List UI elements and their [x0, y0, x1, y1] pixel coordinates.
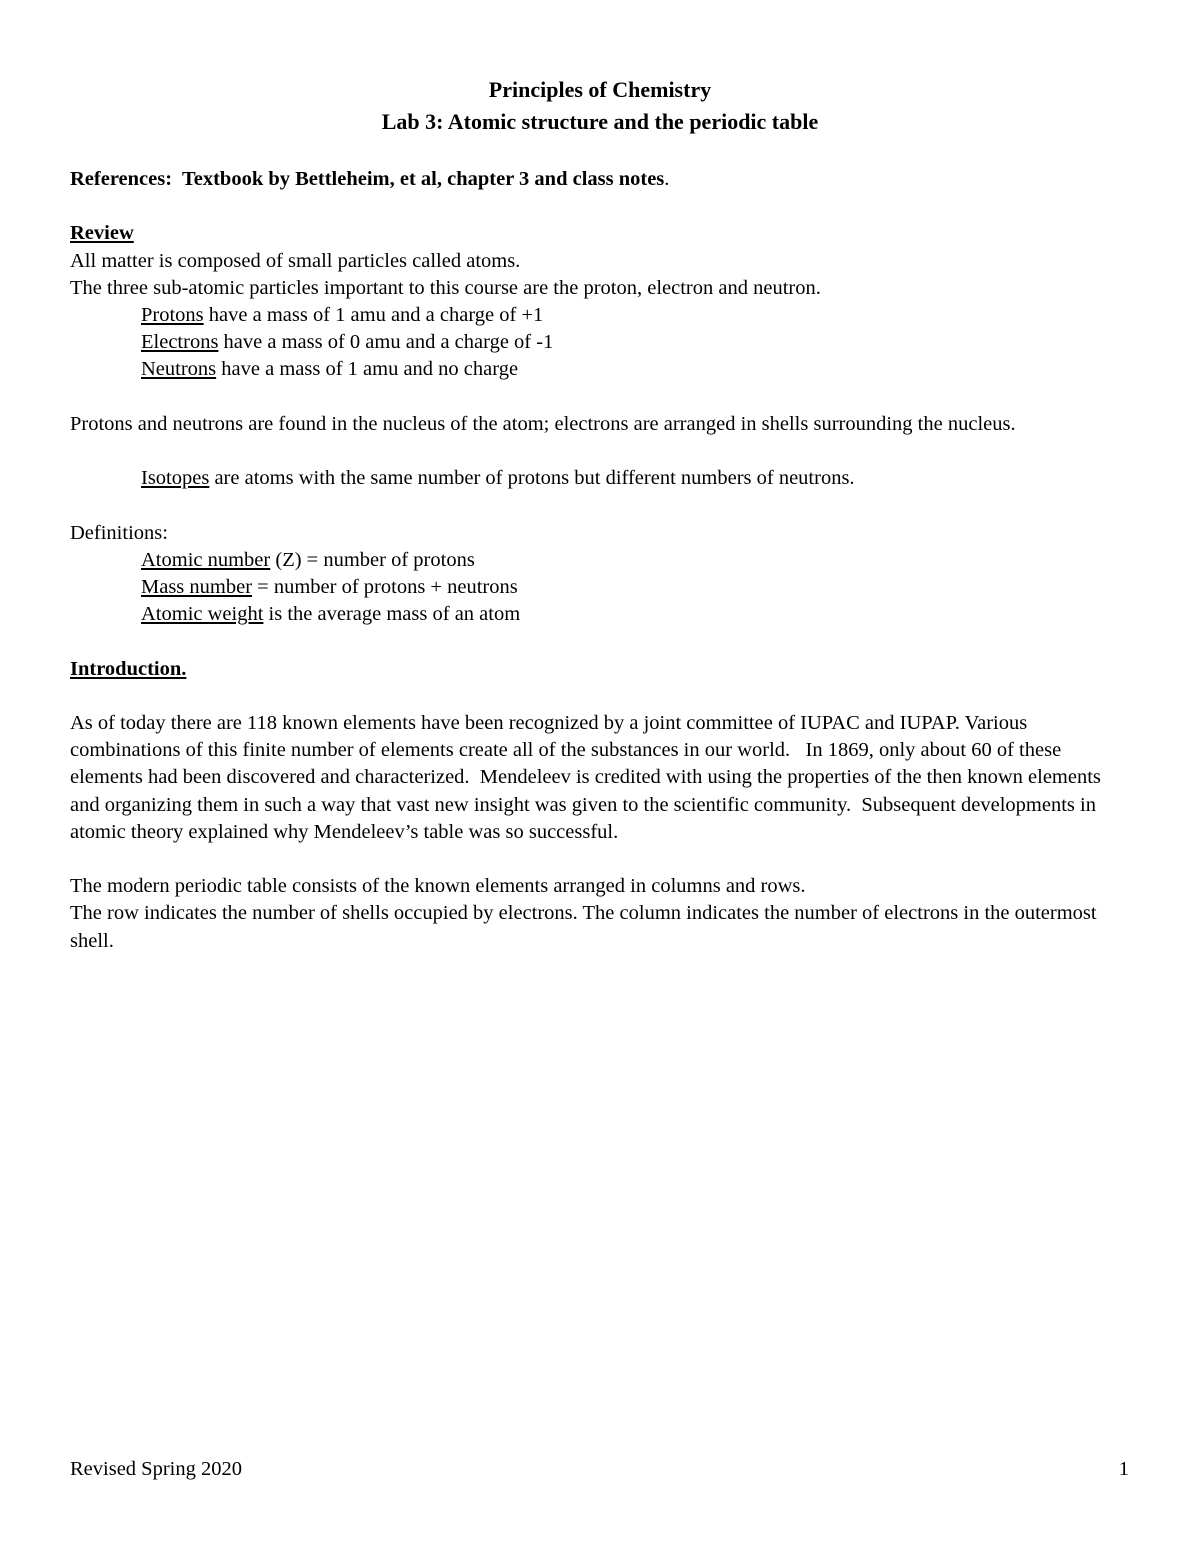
particle-neutrons	[70, 356, 1135, 383]
nucleus-paragraph: Protons and neutrons are found in the nucleus of the atom; electrons are arranged in shells surrounding the nucleus.	[70, 412, 1016, 435]
particle-electrons-desc: have a mass of 0 amu and a charge of -1	[218, 331, 554, 354]
introduction-paragraph-1: As of today there are 118 known elements have been recognized by a joint committee of IUPAC and IUPAP. Various combinations of this finite number of elements create all of the substances in our world. In 1869, only about 60 of these elements had been discovered and characterized. Mendeleev is credited with using the properties of the then known elements and organizing them in such a way that vast new insight was given to the scientific community. Subsequent developments in atomic theory explained why Mendeleev’s table was so successful.	[70, 711, 1107, 843]
review-heading: Review	[70, 222, 134, 245]
term-isotopes: Isotopes	[141, 467, 210, 490]
document-subtitle: Lab 3: Atomic structure and the periodic table	[381, 109, 819, 134]
introduction-paragraph-2-line-1: The modern periodic table consists of the known elements arranged in columns and rows.	[70, 875, 806, 898]
definition-atomic-weight-desc: is the average mass of an atom	[263, 603, 521, 626]
references-text: Textbook by Bettleheim, et al, chapter 3 and class notes	[181, 168, 665, 190]
definition-atomic-number	[70, 547, 1135, 574]
definition-mass-number-desc: = number of protons + neutrons	[252, 575, 518, 598]
references-end: .	[664, 168, 670, 190]
term-protons: Protons	[141, 304, 204, 326]
footer-revised: Revised Spring 2020	[70, 1458, 242, 1480]
isotopes-line	[70, 465, 1135, 492]
introduction-paragraph-2-line-2: The row indicates the number of shells occupied by electrons. The column indicates the number of electrons in the outermost shell.	[70, 902, 1097, 952]
particle-neutrons-desc: have a mass of 1 amu and no charge	[216, 358, 519, 381]
review-line-1: All matter is composed of small particles called atoms.	[70, 249, 521, 272]
definition-atomic-number-desc: (Z) = number of protons	[270, 548, 475, 571]
particle-protons	[70, 302, 1135, 329]
particle-electrons	[70, 329, 1135, 356]
references-line	[70, 166, 1135, 193]
references-label: References:	[70, 168, 173, 190]
document-body	[70, 166, 1135, 955]
review-line-2: The three sub-atomic particles important to this course are the proton, electron and neutron.	[70, 276, 821, 299]
definition-mass-number	[70, 574, 1135, 601]
particle-protons-desc: have a mass of 1 amu and a charge of +1	[203, 304, 544, 326]
document-title: Principles of Chemistry	[488, 77, 712, 102]
isotopes-desc: are atoms with the same number of protons but different numbers of neutrons.	[209, 467, 855, 490]
title-block	[0, 74, 1200, 138]
term-atomic-number: Atomic number	[141, 548, 271, 571]
definitions-label: Definitions:	[70, 521, 168, 544]
definition-atomic-weight	[70, 601, 1135, 628]
term-electrons: Electrons	[141, 331, 219, 354]
term-mass-number: Mass number	[141, 575, 253, 598]
footer-page-number: 1	[1118, 1458, 1129, 1480]
introduction-heading: Introduction.	[70, 657, 187, 680]
term-atomic-weight: Atomic weight	[141, 603, 264, 626]
term-neutrons: Neutrons	[141, 358, 217, 381]
